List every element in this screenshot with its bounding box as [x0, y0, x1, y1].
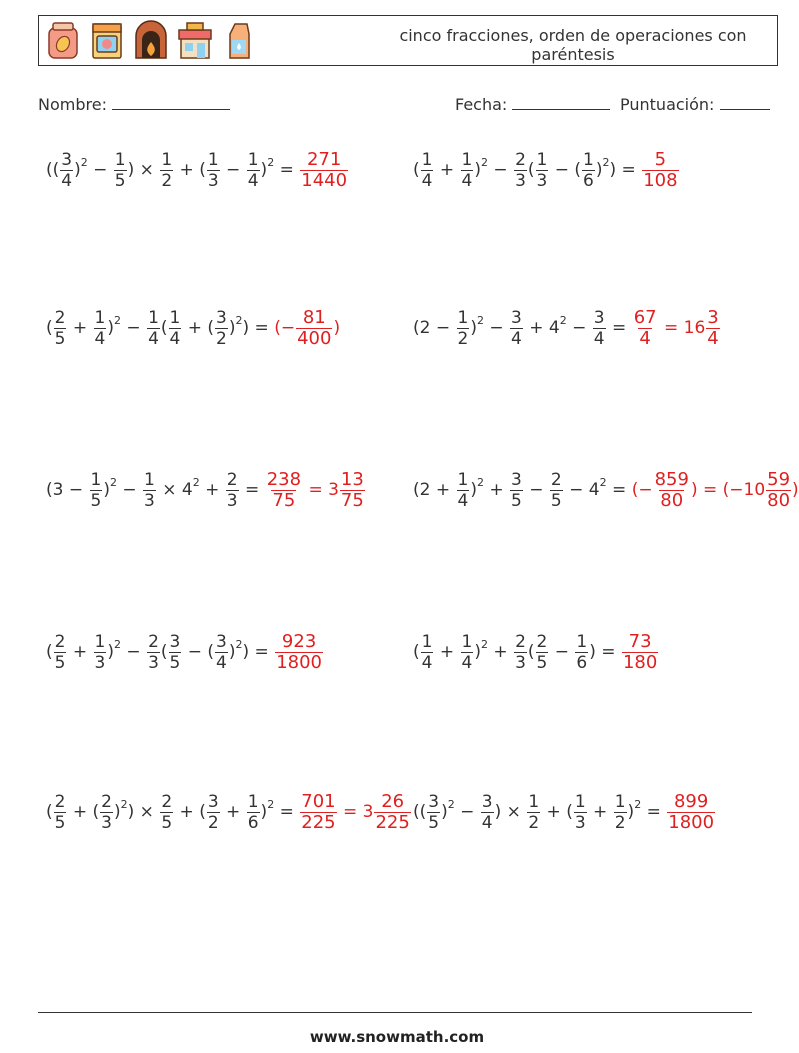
- date-label: Fecha:: [455, 95, 508, 114]
- name-label: Nombre:: [38, 95, 107, 114]
- problem-5: (3 − $\frac{1}{5}$ ) $^2$ − $\frac{1}{3}$ × 4 $^2$ + $\frac{2}{3}$ = $\frac{238}{75}$ = 3 $\frac{13}{75}$: [46, 468, 364, 511]
- answer-8: $\frac{73}{180}$: [622, 630, 658, 673]
- answer-10: $\frac{899}{1800}$: [668, 790, 715, 833]
- answer-6: (− $\frac{859}{80}$ ) = (−10 $\frac{59}{80}$ ): [631, 468, 799, 511]
- worksheet-header: [38, 15, 778, 66]
- problem-4: (2 − $\frac{1}{2}$ ) $^2$ − $\frac{3}{4}$ + 4 $^2$ − $\frac{3}{4}$ = $\frac{67}{4}$ = 16 $\frac{3}{4}$: [413, 306, 719, 349]
- problem-6: (2 + $\frac{1}{4}$ ) $^2$ + $\frac{3}{5}$ − $\frac{2}{5}$ − 4 $^2$ = (− $\frac{859}{80}$ ) = (−10 $\frac{59}{80}$ ): [413, 468, 799, 511]
- footer-url[interactable]: www.snowmath.com: [309, 1028, 485, 1046]
- name-blank[interactable]: [112, 95, 230, 110]
- answer-4: $\frac{67}{4}$ = 16 $\frac{3}{4}$: [633, 306, 719, 349]
- problem-3: ( $\frac{2}{5}$ + $\frac{1}{4}$ ) $^2$ − $\frac{1}{4}$ ( $\frac{1}{4}$ + ( $\frac{3}{2}$ ) $^2$ ) = (− $\frac{81}{400}$ ): [46, 306, 341, 349]
- answer-9: $\frac{701}{225}$ = 3 $\frac{26}{225}$: [301, 790, 410, 833]
- footer-divider: [38, 1012, 752, 1013]
- fireplace-icon: [133, 20, 169, 62]
- name-field: [38, 95, 230, 114]
- answer-3: (− $\frac{81}{400}$ ): [274, 306, 341, 349]
- problem-7: ( $\frac{2}{5}$ + $\frac{1}{3}$ ) $^2$ − $\frac{2}{3}$ ( $\frac{3}{5}$ − ( $\frac{3}{4}$ ) $^2$ ) = $\frac{923}{1800}$: [46, 630, 323, 673]
- problem-9: ( $\frac{2}{5}$ + ( $\frac{2}{3}$ ) $^2$ ) × $\frac{2}{5}$ + ( $\frac{3}{2}$ + $\frac{1}{6}$ ) $^2$ = $\frac{701}{225}$ = 3 $\frac{26}{225}$: [46, 790, 410, 833]
- answer-5: $\frac{238}{75}$ = 3 $\frac{13}{75}$: [266, 468, 364, 511]
- header-icons: [45, 20, 257, 62]
- score-blank[interactable]: [720, 95, 770, 110]
- milk-carton-icon: [221, 20, 257, 62]
- answer-1: $\frac{271}{1440}$: [301, 148, 348, 191]
- problem-10: (( $\frac{3}{5}$ ) $^2$ − $\frac{3}{4}$ ) × $\frac{1}{2}$ + ( $\frac{1}{3}$ + $\frac{1}{2}$ ) $^2$ = $\frac{899}{1800}$: [413, 790, 715, 833]
- date-field: [455, 95, 610, 114]
- worksheet-title: cinco fracciones, orden de operaciones con paréntesis: [399, 26, 747, 64]
- answer-2: $\frac{5}{108}$: [643, 148, 678, 191]
- score-label: Puntuación:: [620, 95, 715, 114]
- problem-1: (( $\frac{3}{4}$ ) $^2$ − $\frac{1}{5}$ ) × $\frac{1}{2}$ + ( $\frac{1}{3}$ − $\frac{1}{4}$ ) $^2$ = $\frac{271}{1440}$: [46, 148, 348, 191]
- problem-2: ( $\frac{1}{4}$ + $\frac{1}{4}$ ) $^2$ − $\frac{2}{3}$ ( $\frac{1}{3}$ − ( $\frac{1}{6}$ ) $^2$ ) = $\frac{5}{108}$: [413, 148, 678, 191]
- shop-icon: [177, 20, 213, 62]
- date-blank[interactable]: [512, 95, 610, 110]
- problem-8: ( $\frac{1}{4}$ + $\frac{1}{4}$ ) $^2$ + $\frac{2}{3}$ ( $\frac{2}{5}$ − $\frac{1}{6}$ ) = $\frac{73}{180}$: [413, 630, 658, 673]
- flour-sack-icon: [45, 20, 81, 62]
- oven-icon: [89, 20, 125, 62]
- score-field: [620, 95, 770, 114]
- answer-7: $\frac{923}{1800}$: [276, 630, 323, 673]
